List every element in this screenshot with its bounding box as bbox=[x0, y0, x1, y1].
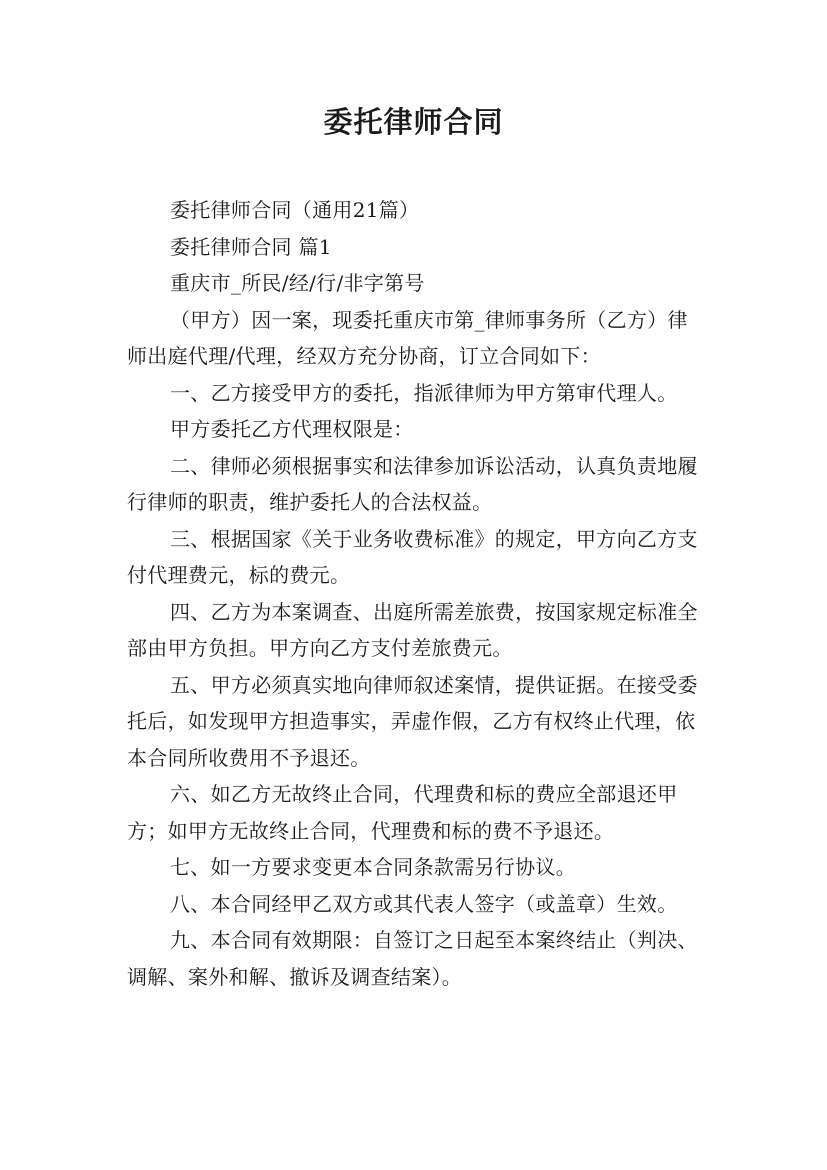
paragraph-section-heading: 委托律师合同 篇1 bbox=[170, 234, 332, 259]
paragraph-clause-1: 一、乙方接受甲方的委托，指派律师为甲方第审代理人。 bbox=[170, 380, 678, 405]
paragraph-clause-3: 三、根据国家《关于业务收费标准》的规定，甲方向乙方支付代理费元，标的费元。 bbox=[127, 526, 698, 587]
document-body bbox=[127, 192, 705, 995]
paragraph-clause-2: 二、律师必须根据事实和法律参加诉讼活动，认真负责地履行律师的职责，维护委托人的合法权益。 bbox=[127, 453, 698, 514]
paragraph-clause-5: 五、甲方必须真实地向律师叙述案情，提供证据。在接受委托后，如发现甲方担造事实，弄虚作假，乙方有权终止代理，依本合同所收费用不予退还。 bbox=[127, 672, 698, 770]
paragraph-authority: 甲方委托乙方代理权限是： bbox=[170, 417, 414, 441]
paragraph-clause-7: 七、如一方要求变更本合同条款需另行协议。 bbox=[170, 855, 576, 879]
paragraph-subtitle: 委托律师合同（通用21篇） bbox=[170, 198, 420, 222]
paragraph-preamble: （甲方）因一案，现委托重庆市第_律师事务所（乙方）律师出庭代理/代理，经双方充分协商，订立合同如下： bbox=[127, 307, 688, 368]
paragraph-clause-8: 八、本合同经甲乙双方或其代表人签字（或盖章）生效。 bbox=[170, 891, 678, 916]
document-title: 委托律师合同 bbox=[323, 105, 504, 139]
paragraph-clause-4: 四、乙方为本案调查、出庭所需差旅费，按国家规定标准全部由甲方负担。甲方向乙方支付差旅费元。 bbox=[127, 599, 698, 660]
paragraph-clause-9: 九、本合同有效期限：自签订之日起至本案终结止（判决、调解、案外和解、撤诉及调查结案）。 bbox=[127, 928, 698, 989]
paragraph-file-number: 重庆市_所民/经/行/非字第号 bbox=[170, 271, 425, 295]
paragraph-clause-6: 六、如乙方无故终止合同，代理费和标的费应全部退还甲方；如甲方无故终止合同，代理费和标的费不予退还。 bbox=[127, 782, 678, 843]
